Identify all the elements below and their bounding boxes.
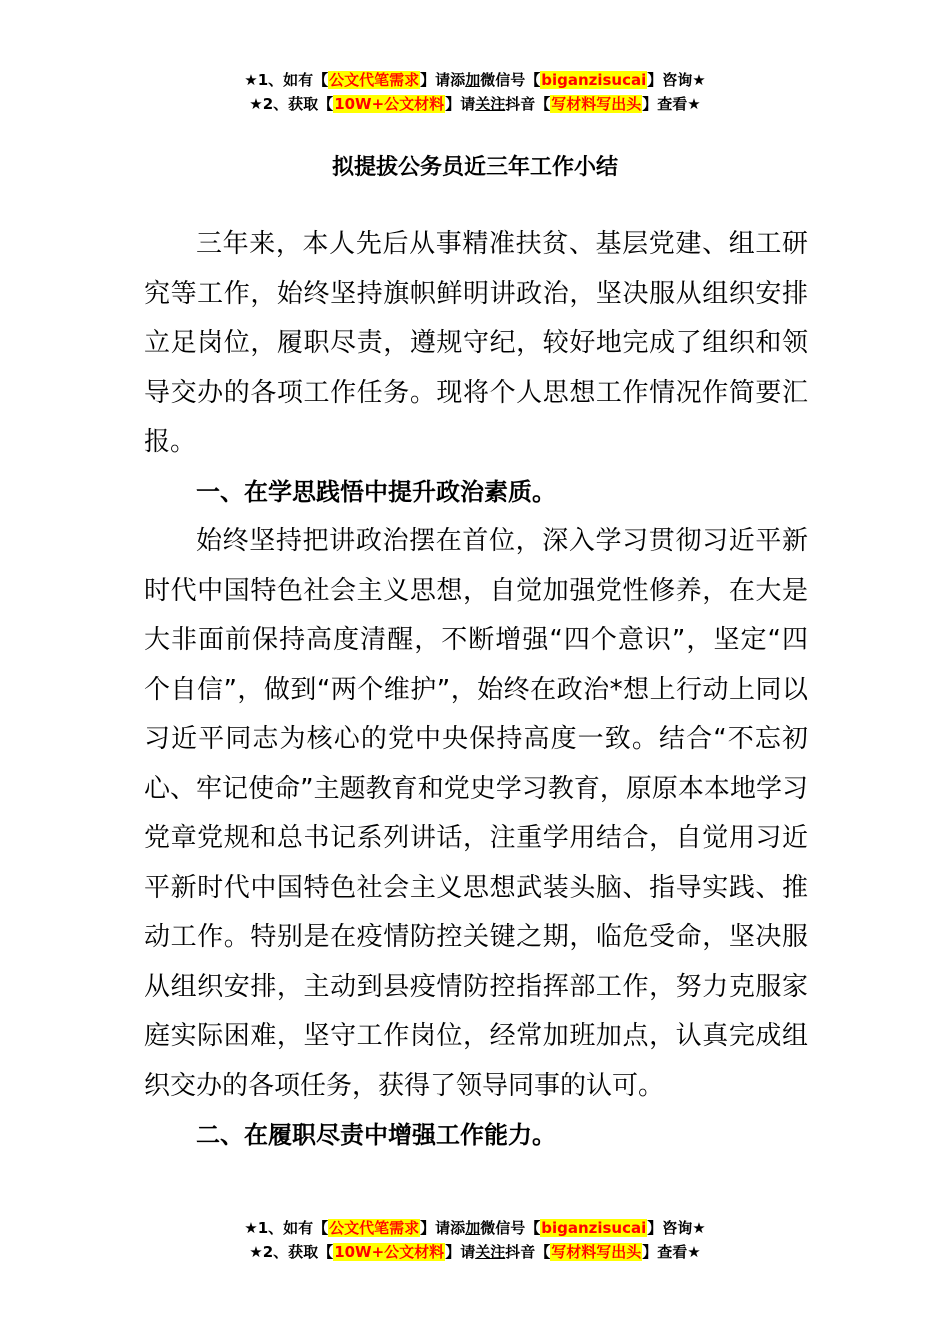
promo-line-2-mid2: 抖音【 (505, 1243, 551, 1261)
intro-paragraph: 三年来，本人先后从事精准扶贫、基层党建、组工研究等工作，始终坚持旗帜鲜明讲政治，坚决服从组织安排立足岗位，履职尽责，遵规守纪，较好地完成了组织和领导交办的各项工作任务。现将个人思想工作情况作简要汇报。 (144, 229, 808, 457)
promo-line-1-mid: 】请添 (420, 1219, 466, 1237)
promo-line-1-prefix: ★1、如有【 (244, 71, 329, 89)
promo-line-1-footer (0, 1216, 950, 1240)
promo-line-2-mid: 】请 (445, 1243, 476, 1261)
promo-line-1-prefix: ★1、如有【 (244, 1219, 329, 1237)
document-body (144, 220, 808, 1161)
promo-line-1-mid: 】请添 (420, 71, 466, 89)
promo-line-2-underlined: 关注 (475, 95, 506, 113)
promo-line-1-underlined: 加 (465, 71, 481, 89)
promo-line-2-prefix: ★2、获取【 (249, 95, 334, 113)
promo-line-2-highlight-materials: 10W+公文材料 (334, 1243, 445, 1261)
promo-line-2-suffix: 】查看★ (642, 1243, 701, 1261)
promo-line-2-highlight-douyin: 写材料写出头 (551, 95, 642, 113)
promo-line-2 (0, 92, 950, 116)
section-2-heading: 二、在履职尽责中增强工作能力。 (196, 1121, 556, 1149)
promo-line-1-highlight-service: 公文代笔需求 (329, 71, 420, 89)
promo-line-1-highlight-wechat: biganzisucai (541, 1219, 647, 1237)
promo-line-1-underlined: 加 (465, 1219, 481, 1237)
promo-line-1-mid2: 微信号【 (480, 1219, 541, 1237)
promo-line-1 (0, 68, 950, 92)
promo-line-2-prefix: ★2、获取【 (249, 1243, 334, 1261)
promo-line-2-underlined: 关注 (475, 1243, 506, 1261)
promo-line-2-mid: 】请 (445, 95, 476, 113)
promo-line-2-suffix: 】查看★ (642, 95, 701, 113)
promo-line-1-suffix: 】咨询★ (647, 71, 706, 89)
promo-banner-bottom (0, 1216, 950, 1264)
promo-line-2-mid2: 抖音【 (505, 95, 551, 113)
promo-line-1-mid2: 微信号【 (480, 71, 541, 89)
section-1-paragraph: 始终坚持把讲政治摆在首位，深入学习贯彻习近平新时代中国特色社会主义思想，自觉加强党性修养，在大是大非面前保持高度清醒，不断增强“四个意识”，坚定“四个自信”，做到“两个维护”，始终在政治*想上行动上同以习近平同志为核心的党中央保持高度一致。结合“不忘初心、牢记使命”主题教育和党史学习教育，原原本本地学习党章党规和总书记系列讲话，注重学用结合，自觉用习近平新时代中国特色社会主义思想武装头脑、指导实践、推动工作。特别是在疫情防控关键之期，临危受命，坚决服从组织安排，主动到县疫情防控指挥部工作，努力克服家庭实际困难，坚守工作岗位，经常加班加点，认真完成组织交办的各项任务，获得了领导同事的认可。 (144, 526, 808, 1101)
promo-line-1-highlight-service: 公文代笔需求 (329, 1219, 420, 1237)
promo-line-1-suffix: 】咨询★ (647, 1219, 706, 1237)
promo-banner-top (0, 68, 950, 116)
section-1-heading: 一、在学思践悟中提升政治素质。 (196, 477, 556, 506)
promo-line-2-footer (0, 1240, 950, 1264)
promo-line-2-highlight-douyin: 写材料写出头 (551, 1243, 642, 1261)
document-title: 拟提拔公务员近三年工作小结 (331, 155, 618, 180)
promo-line-1-highlight-wechat: biganzisucai (541, 71, 647, 89)
promo-line-2-highlight-materials: 10W+公文材料 (334, 95, 445, 113)
